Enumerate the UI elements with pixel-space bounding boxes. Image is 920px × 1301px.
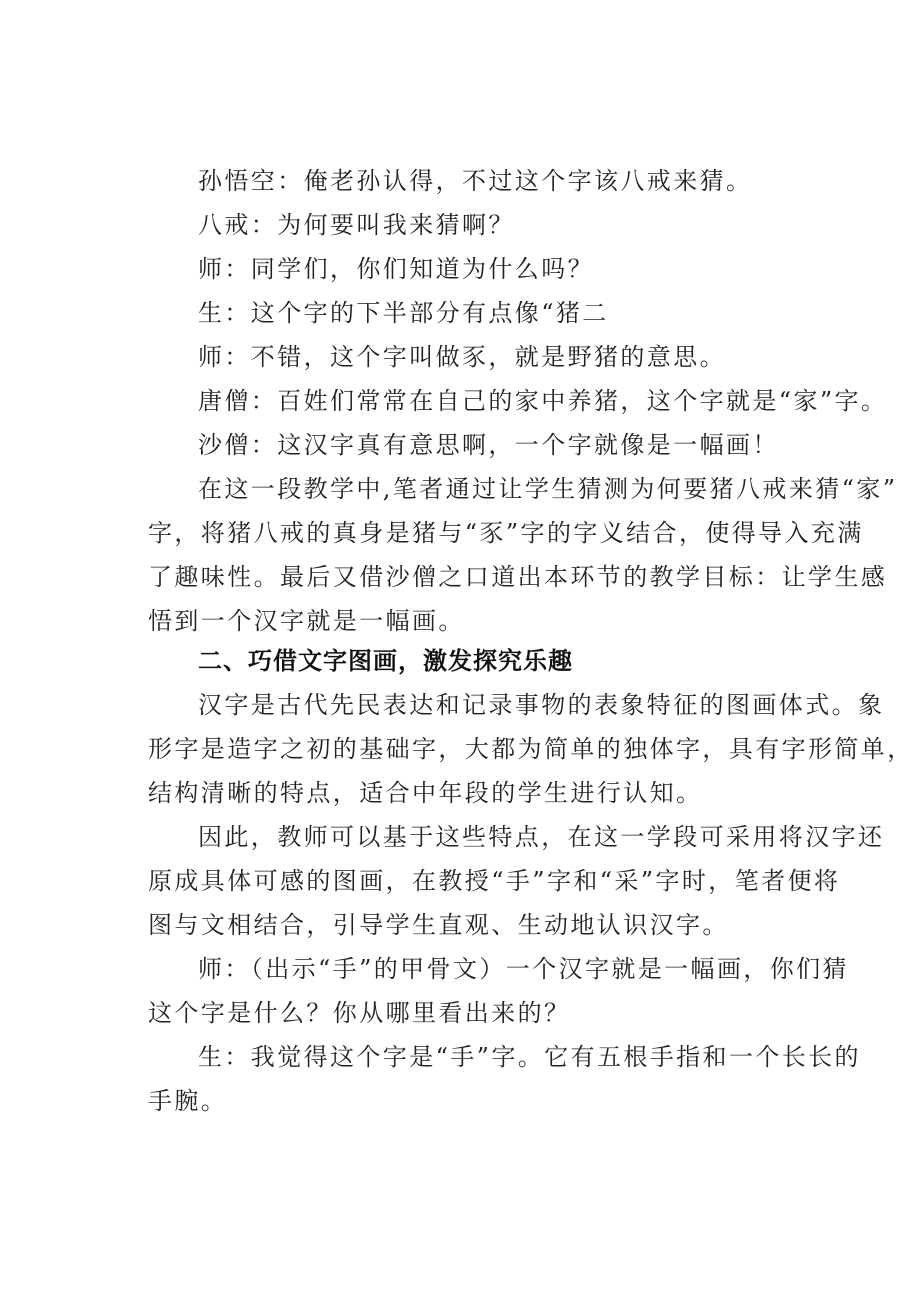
dialogue-line: 生：我觉得这个字是“手”字。它有五根手指和一个长长的 [198, 1043, 861, 1071]
dialogue-line: 手腕。 [148, 1087, 228, 1115]
dialogue-line: 生：这个字的下半部分有点像“猪二 [198, 299, 609, 327]
dialogue-line: 唐僧：百姓们常常在自己的家中养猪，这个字就是“家”字。 [198, 387, 888, 415]
paragraph-line: 因此，教师可以基于这些特点，在这一学段可采用将汉字还 [198, 823, 885, 851]
paragraph-line: 汉字是古代先民表达和记录事物的表象特征的图画体式。象 [198, 691, 885, 719]
paragraph-line: 悟到一个汉字就是一幅画。 [148, 607, 465, 635]
dialogue-line: 八戒：为何要叫我来猜啊？ [198, 211, 515, 239]
paragraph-line: 在这一段教学中,笔者通过让学生猜测为何要猪八戒来猜“家” [198, 475, 898, 503]
dialogue-line: 这个字是什么？你从哪里看出来的？ [148, 999, 571, 1027]
paragraph-line: 原成具体可感的图画，在教授“手”字和“采”字时，笔者便将 [148, 867, 841, 895]
paragraph-line: 字，将猪八戒的真身是猪与“豕”字的字义结合，使得导入充满 [148, 519, 864, 547]
paragraph-line: 图与文相结合，引导学生直观、生动地认识汉字。 [148, 911, 729, 939]
dialogue-line: 沙僧：这汉字真有意思啊，一个字就像是一幅画！ [198, 431, 779, 459]
dialogue-line: 孙悟空：俺老孙认得，不过这个字该八戒来猜。 [198, 167, 753, 195]
paragraph-line: 形字是造字之初的基础字，大都为简单的独体字，具有字形简单， [148, 735, 914, 763]
dialogue-line: 师：不错，这个字叫做豕，就是野猪的意思。 [198, 343, 726, 371]
dialogue-line: 师：（出示“手”的甲骨文）一个汉字就是一幅画，你们猜 [198, 955, 849, 983]
section-heading: 二、巧借文字图画，激发探究乐趣 [198, 647, 573, 675]
paragraph-line: 了趣味性。最后又借沙僧之口道出本环节的教学目标：让学生感 [148, 563, 888, 591]
dialogue-line: 师：同学们，你们知道为什么吗？ [198, 255, 594, 283]
paragraph-line: 结构清晰的特点，适合中年段的学生进行认知。 [148, 779, 703, 807]
